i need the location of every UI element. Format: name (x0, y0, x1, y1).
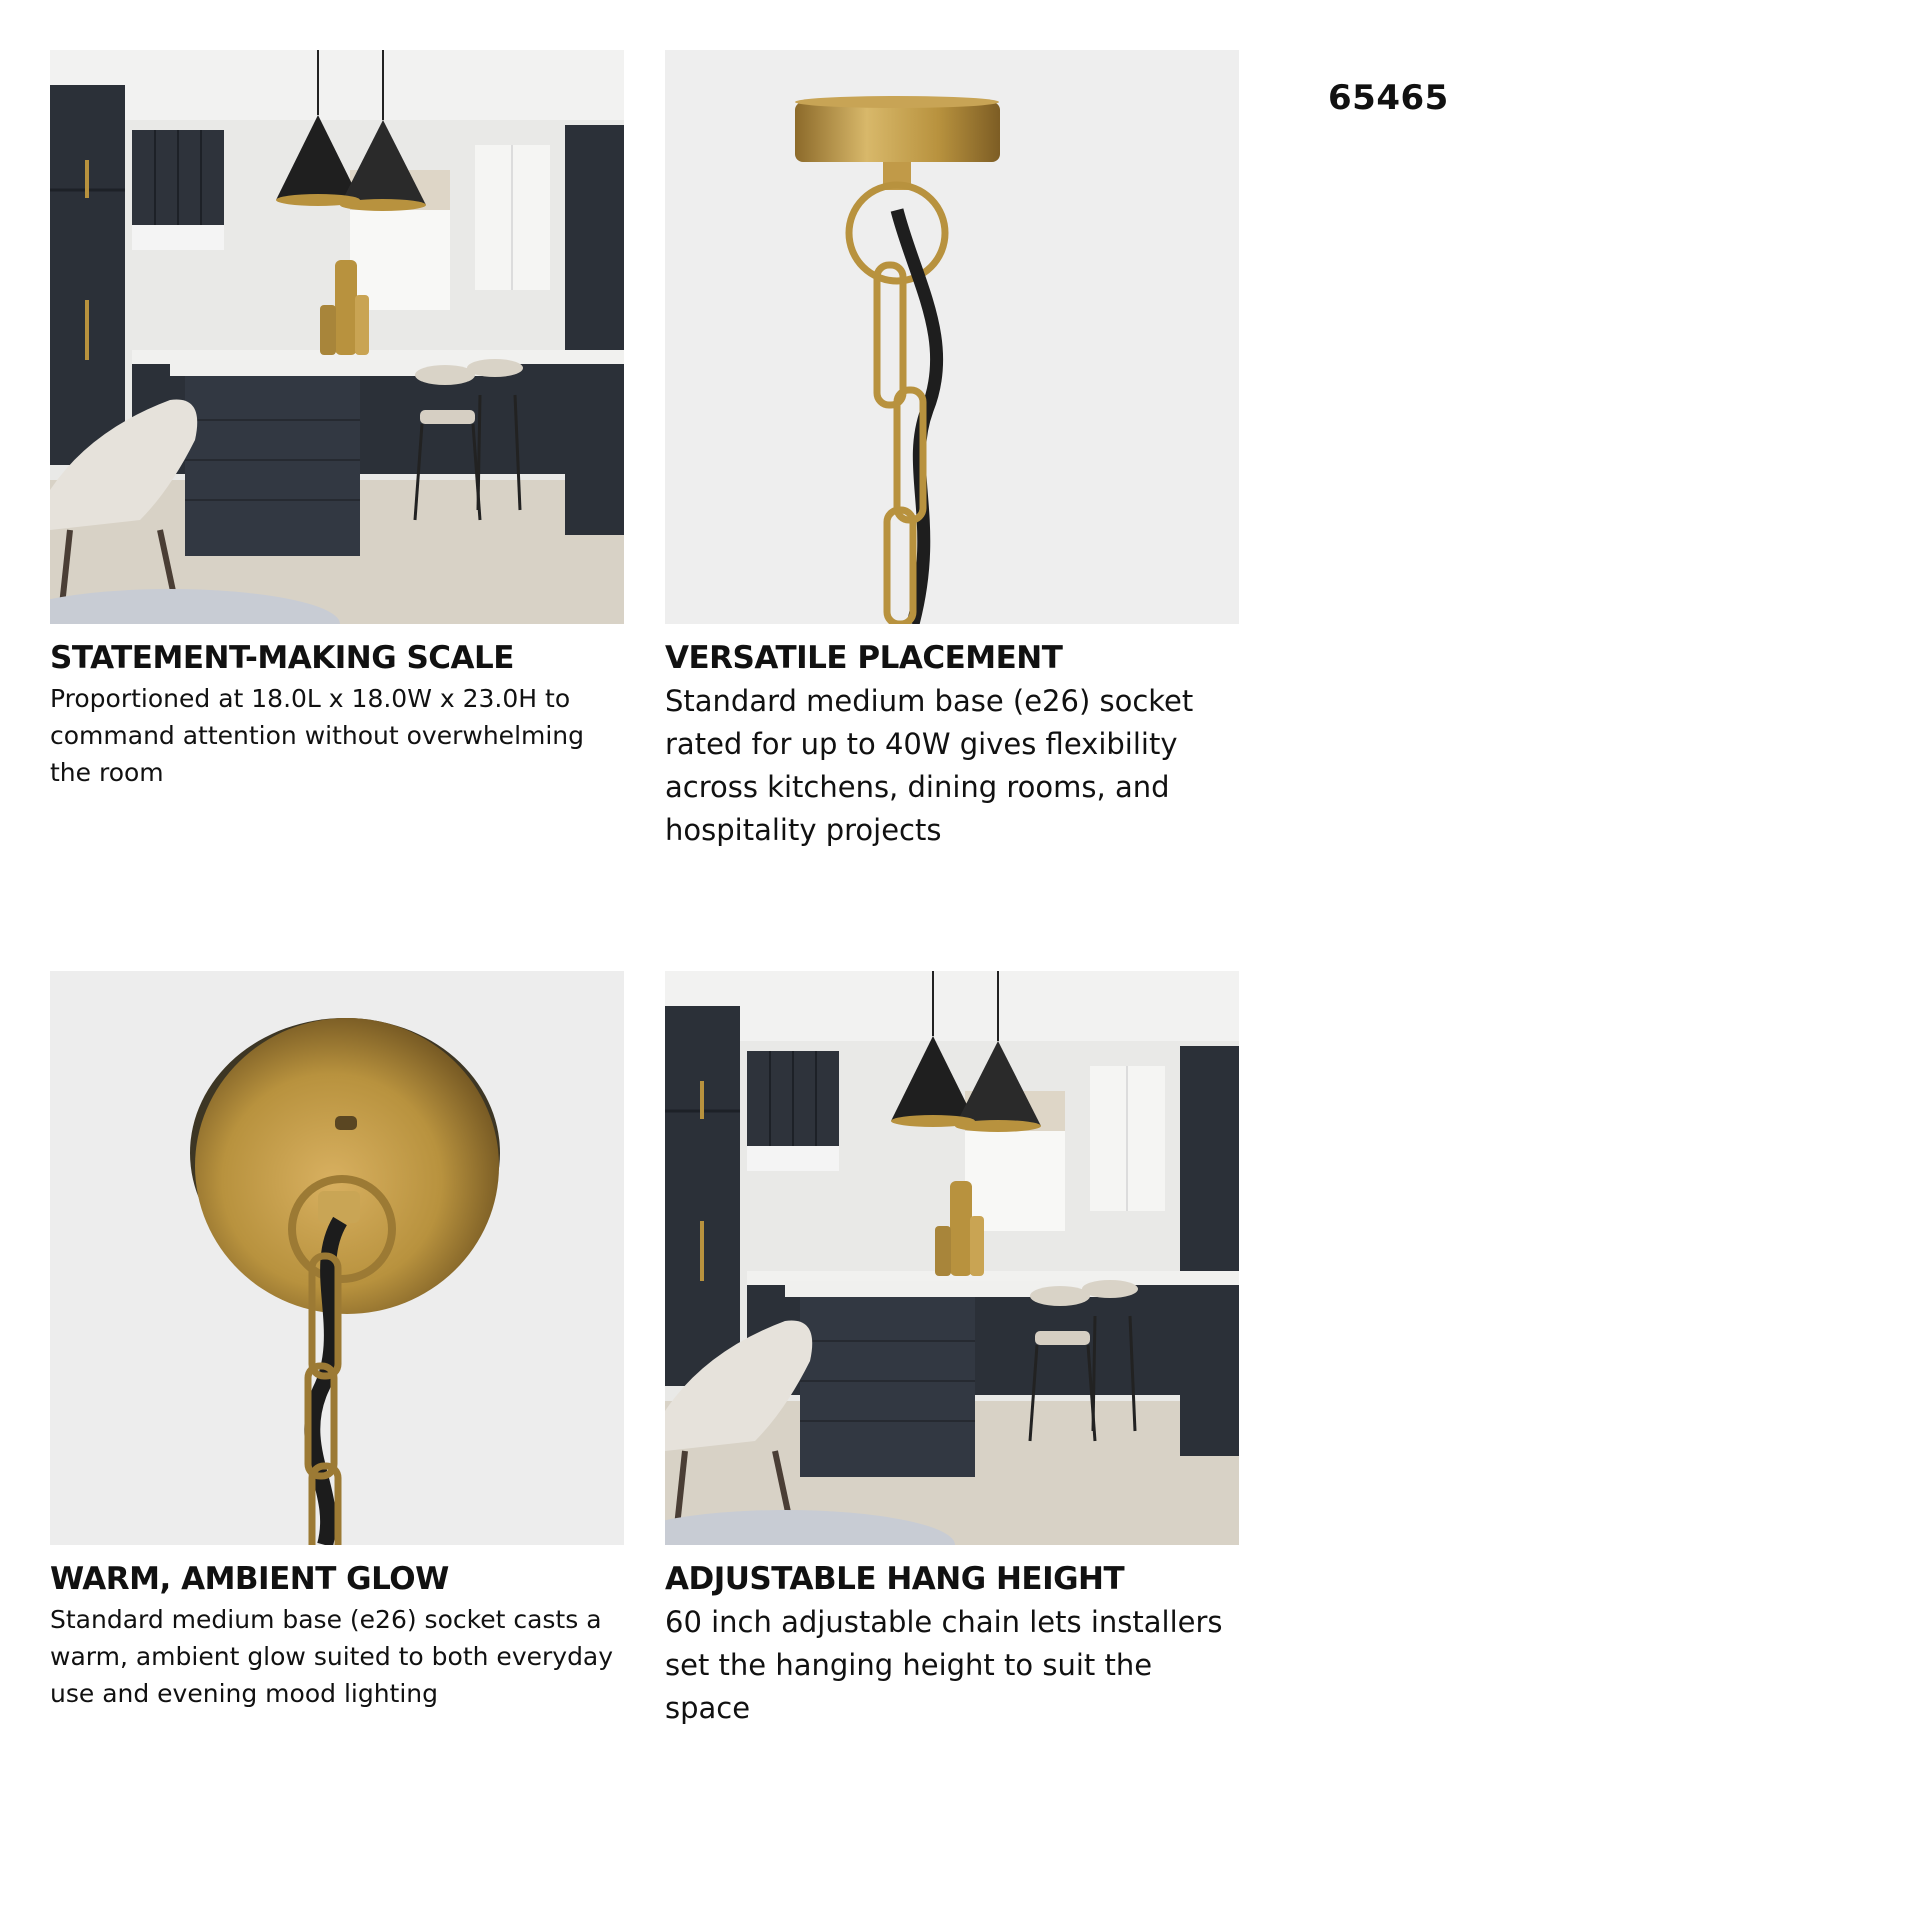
feature-title: STATEMENT-MAKING SCALE (50, 640, 514, 676)
feature-title: WARM, AMBIENT GLOW (50, 1561, 449, 1597)
feature-card-hang-height (665, 971, 1239, 1730)
feature-description: Standard medium base (e26) socket casts a warm, ambient glow suited to both everyday use and evening mood lighting (50, 1605, 614, 1708)
feature-description: Proportioned at 18.0L x 18.0W x 23.0H to command attention without overwhelming the room (50, 684, 585, 787)
feature-title: VERSATILE PLACEMENT (665, 640, 1063, 676)
feature-card-glow (50, 971, 624, 1712)
feature-card-scale (50, 50, 624, 791)
product-sku: 65465 (1328, 78, 1449, 118)
feature-card-placement (665, 50, 1239, 852)
feature-description: 60 inch adjustable chain lets installers set the hanging height to suit the space (665, 1605, 1223, 1725)
canopy-underside-photo (50, 971, 624, 1545)
kitchen-scene-photo (665, 971, 1239, 1545)
kitchen-scene-photo (50, 50, 624, 624)
canopy-chain-photo (665, 50, 1239, 624)
feature-description: Standard medium base (e26) socket rated for up to 40W gives flexibility across kitchens, dining rooms, and hospitality projects (665, 684, 1194, 847)
feature-title: ADJUSTABLE HANG HEIGHT (665, 1561, 1125, 1597)
